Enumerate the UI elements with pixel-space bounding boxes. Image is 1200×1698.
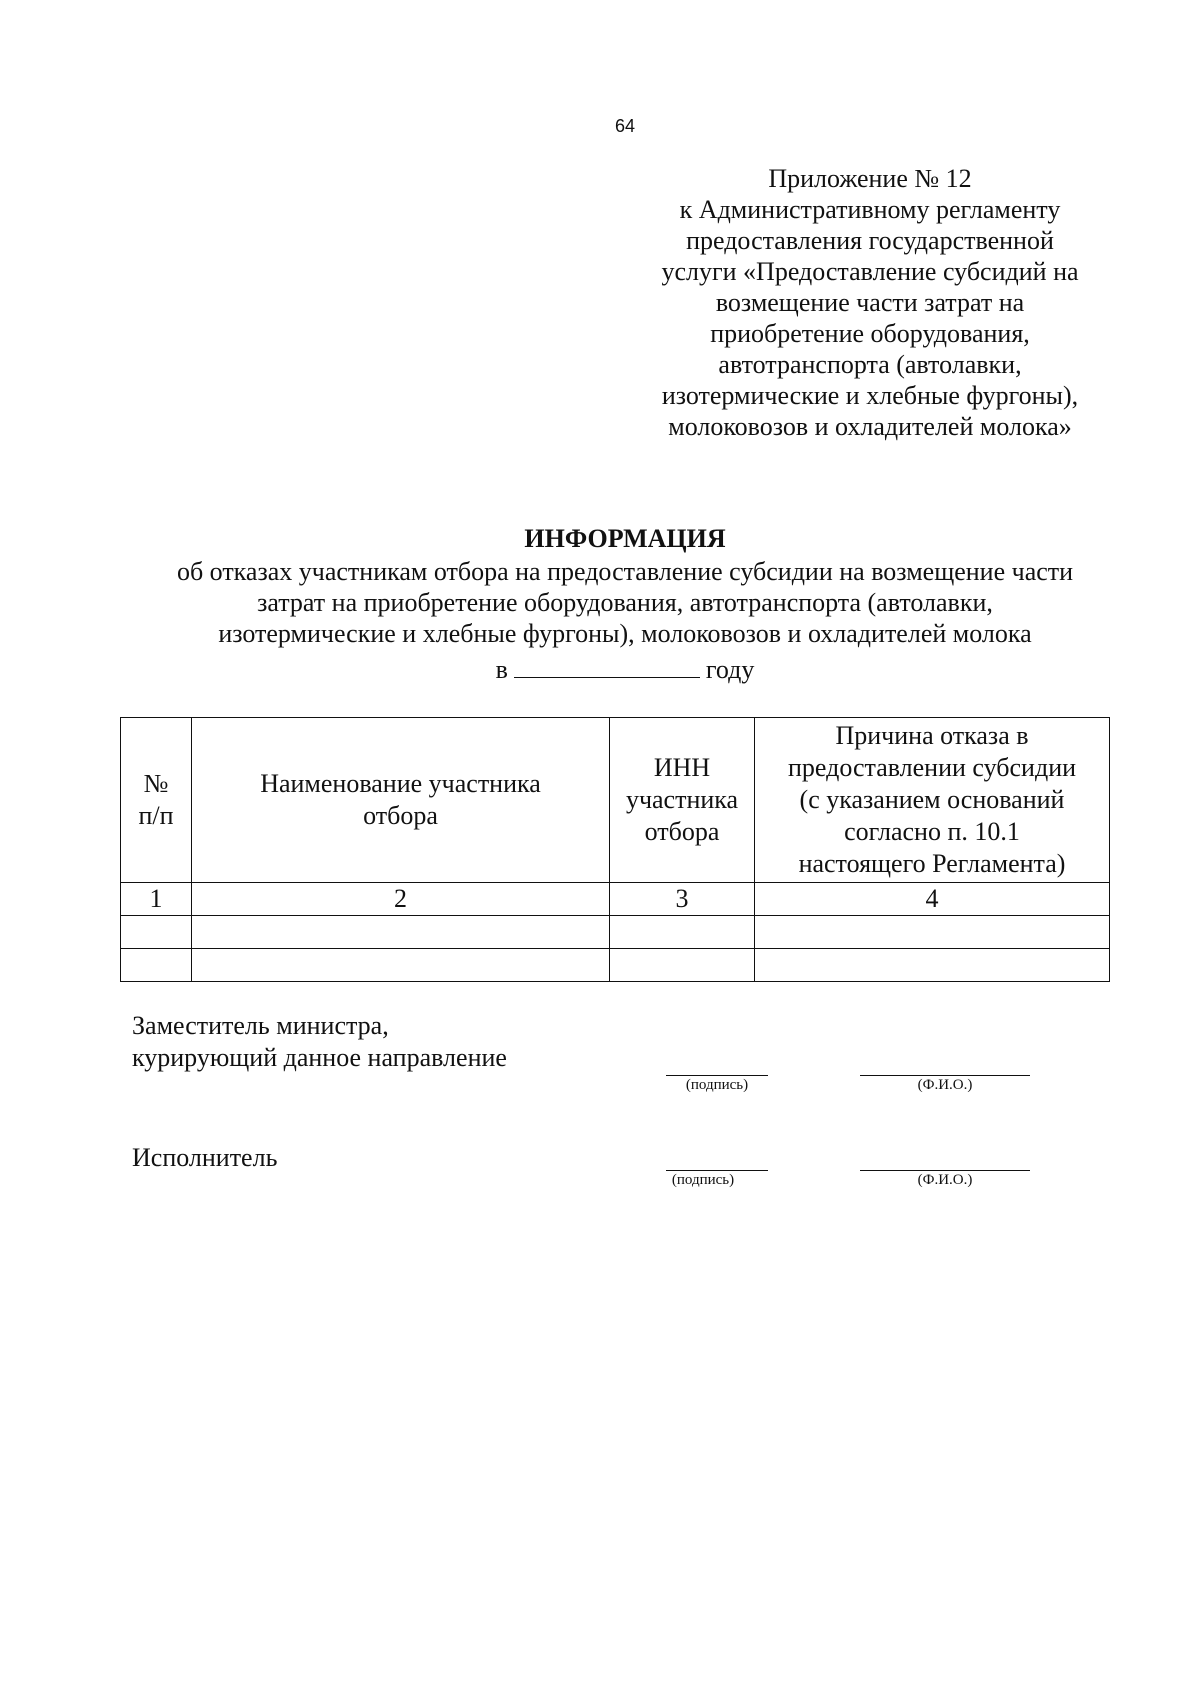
executor-label: [132, 1142, 277, 1174]
table-cell[interactable]: [192, 916, 610, 949]
table-cell[interactable]: [755, 949, 1110, 982]
header-line: №: [143, 769, 169, 798]
table-header-row: [121, 718, 1110, 883]
year-blank-field[interactable]: [514, 655, 700, 678]
deputy-name-line[interactable]: [860, 1075, 1030, 1076]
executor-signature-line[interactable]: [666, 1170, 768, 1171]
table-cell[interactable]: [755, 916, 1110, 949]
executor-name-line[interactable]: [860, 1170, 1030, 1171]
column-number: 4: [755, 883, 1110, 916]
appendix-line: предоставления государственной: [686, 226, 1054, 255]
header-participant-name: [192, 718, 610, 883]
deputy-signature-caption: (подпись): [685, 1077, 749, 1093]
executor-name-caption: (Ф.И.О.): [917, 1172, 973, 1188]
appendix-line: приобретение оборудования,: [710, 319, 1030, 348]
year-prefix: в: [495, 655, 508, 684]
subtitle-line: изотермические и хлебные фургоны), молоковозов и охладителей молока: [218, 619, 1032, 648]
executor-signature-caption: (подпись): [671, 1172, 735, 1188]
year-suffix: году: [705, 655, 755, 684]
header-line: (с указанием оснований: [799, 785, 1065, 814]
deputy-signature-line[interactable]: [666, 1075, 768, 1076]
page-number: 64: [614, 116, 636, 136]
deputy-name-caption: (Ф.И.О.): [917, 1077, 973, 1093]
column-number: 2: [192, 883, 610, 916]
header-line: п/п: [138, 801, 174, 830]
appendix-line: автотранспорта (автолавки,: [718, 350, 1022, 379]
header-inn: [610, 718, 755, 883]
subtitle-line: затрат на приобретение оборудования, автотранспорта (автолавки,: [257, 588, 993, 617]
signer-line: Заместитель министра,: [132, 1011, 389, 1040]
appendix-line: возмещение части затрат на: [715, 288, 1025, 317]
header-line: участника: [625, 785, 739, 814]
signer-line: курирующий данное направление: [132, 1043, 507, 1072]
refusals-table: [120, 717, 1110, 982]
year-line: [0, 654, 1200, 685]
table-row: [121, 949, 1110, 982]
column-number: 1: [121, 883, 192, 916]
signer-line: Исполнитель: [132, 1143, 278, 1172]
header-line: Наименование участника: [260, 769, 541, 798]
appendix-line: услуги «Предоставление субсидий на: [661, 257, 1079, 286]
table-cell[interactable]: [610, 949, 755, 982]
table-cell[interactable]: [121, 916, 192, 949]
header-line: отбора: [363, 801, 438, 830]
header-line: отбора: [644, 817, 720, 846]
appendix-line: к Административному регламенту: [679, 195, 1061, 224]
appendix-line: изотермические и хлебные фургоны),: [661, 381, 1079, 410]
table-cell[interactable]: [192, 949, 610, 982]
header-number: [121, 718, 192, 883]
document-title: ИНФОРМАЦИЯ: [524, 524, 726, 553]
appendix-reference: [640, 163, 1100, 442]
header-line: согласно п. 10.1: [844, 817, 1020, 846]
column-number: 3: [610, 883, 755, 916]
subtitle-line: об отказах участникам отбора на предоставление субсидии на возмещение части: [176, 557, 1074, 586]
column-number-row: [121, 883, 1110, 916]
header-line: настоящего Регламента): [798, 849, 1066, 878]
table-row: [121, 916, 1110, 949]
header-refusal-reason: [755, 718, 1110, 883]
header-line: предоставлении субсидии: [787, 753, 1077, 782]
header-line: ИНН: [653, 753, 711, 782]
appendix-line: молоковозов и охладителей молока»: [668, 412, 1072, 441]
header-line: Причина отказа в: [835, 721, 1029, 750]
document-subtitle: [0, 556, 1200, 649]
table-cell[interactable]: [121, 949, 192, 982]
appendix-line: Приложение № 12: [768, 164, 972, 193]
deputy-minister-label: [132, 1010, 507, 1074]
table-cell[interactable]: [610, 916, 755, 949]
